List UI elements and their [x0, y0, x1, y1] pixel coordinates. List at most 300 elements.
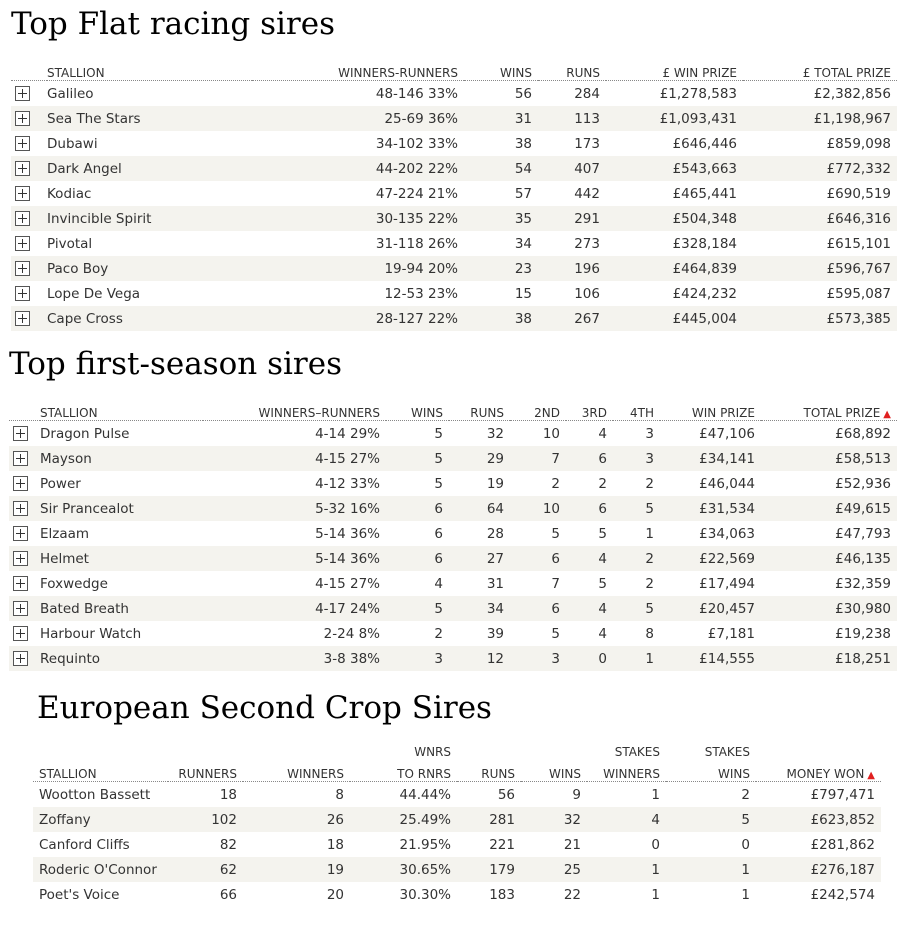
- expand-cell: [11, 206, 47, 231]
- column-header[interactable]: [613, 398, 660, 421]
- table-cell: £32,359: [835, 575, 891, 592]
- table-cell: £68,892: [835, 425, 891, 442]
- table-cell: 6: [434, 525, 443, 542]
- stallion-name: Sir Prancealot: [40, 496, 203, 521]
- table-cell: 19: [243, 857, 350, 882]
- column-header-label: 2ND: [534, 406, 560, 420]
- table-cell: 38: [464, 306, 538, 331]
- table-cell: 291: [538, 206, 606, 231]
- plus-square-icon[interactable]: [13, 576, 28, 591]
- table-cell: £18,251: [761, 646, 897, 671]
- table-cell: 3: [613, 446, 660, 471]
- table-cell: £797,471: [810, 786, 875, 803]
- table-row: [9, 646, 897, 671]
- expand-cell: [9, 646, 40, 671]
- table-cell: 5: [613, 596, 660, 621]
- table-cell: £276,187: [756, 857, 881, 882]
- column-header-top: STAKES: [614, 745, 660, 759]
- table-cell: 25.49%: [350, 807, 457, 832]
- table-cell: 4-12 33%: [315, 475, 380, 492]
- table-cell: 5: [666, 807, 756, 832]
- table-cell: 1: [651, 786, 660, 803]
- stallion-name: Dubawi: [47, 135, 98, 152]
- table-cell: £646,446: [672, 135, 737, 152]
- table-cell: £47,793: [835, 525, 891, 542]
- plus-square-icon[interactable]: [15, 211, 30, 226]
- table-cell: 1: [651, 886, 660, 903]
- table-cell: 273: [574, 235, 600, 252]
- table-cell: £772,332: [743, 156, 897, 181]
- table-cell: 2: [741, 786, 750, 803]
- table-cell: 2: [434, 625, 443, 642]
- table-cell: 5: [434, 475, 443, 492]
- table-cell: 4: [566, 596, 613, 621]
- table-cell: £19,238: [835, 625, 891, 642]
- table-cell: £2,382,856: [813, 85, 891, 102]
- table-cell: 2-24 8%: [323, 625, 380, 642]
- stallion-name: Harbour Watch: [40, 625, 142, 642]
- table-cell: 173: [574, 135, 600, 152]
- table-cell: 12: [449, 646, 510, 671]
- table-cell: 4: [566, 546, 613, 571]
- table-cell: £543,663: [606, 156, 743, 181]
- expand-cell: [9, 446, 40, 471]
- expand-cell: [9, 421, 40, 447]
- table-cell: 6: [566, 496, 613, 521]
- table-cell: 6: [386, 546, 449, 571]
- stallion-name: Invincible Spirit: [47, 206, 252, 231]
- table-cell: 4-15 27%: [203, 446, 386, 471]
- table-cell: £14,555: [660, 646, 761, 671]
- table-cell: 27: [449, 546, 510, 571]
- table-row: [33, 857, 881, 882]
- table-cell: £47,106: [699, 425, 755, 442]
- column-header[interactable]: [666, 759, 756, 782]
- table-row: [9, 621, 897, 646]
- expand-cell: [11, 256, 47, 281]
- column-header-top: [521, 737, 587, 759]
- expand-cell: [11, 181, 47, 206]
- expand-cell: [9, 571, 40, 596]
- plus-square-icon[interactable]: [15, 236, 30, 251]
- table-cell: 3: [645, 425, 654, 442]
- table-cell: 2: [613, 546, 660, 571]
- column-header-label: RUNS: [470, 406, 504, 420]
- stallion-name: Canford Cliffs: [39, 836, 130, 853]
- column-header[interactable]: [464, 58, 538, 81]
- table-cell: 10: [510, 496, 566, 521]
- plus-square-icon[interactable]: [13, 476, 28, 491]
- expand-cell: [9, 546, 40, 571]
- stallion-name: Paco Boy: [47, 256, 252, 281]
- table-cell: 34-102 33%: [375, 135, 458, 152]
- table-cell: 5-14 36%: [315, 525, 380, 542]
- table-cell: 28-127 22%: [252, 306, 464, 331]
- table-cell: 5: [386, 446, 449, 471]
- expand-cell: [11, 281, 47, 306]
- header-row: [9, 398, 897, 421]
- column-header[interactable]: [47, 58, 252, 81]
- table-cell: £328,184: [672, 235, 737, 252]
- column-header-label: WINNERS-RUNNERS: [338, 66, 458, 80]
- stallion-name: Mayson: [40, 446, 203, 471]
- expand-cell: [9, 521, 40, 546]
- column-header-label: £ TOTAL PRIZE: [802, 66, 891, 80]
- column-header[interactable]: [449, 398, 510, 421]
- table-cell: 6: [510, 546, 566, 571]
- table-cell: 57: [514, 185, 532, 202]
- plus-square-icon[interactable]: [13, 501, 28, 516]
- table-cell: 5: [551, 625, 560, 642]
- table-cell: 7: [510, 446, 566, 471]
- table-row: [11, 256, 897, 281]
- table-cell: 18: [326, 836, 344, 853]
- column-header[interactable]: [587, 759, 666, 782]
- table-cell: £646,316: [743, 206, 897, 231]
- table-row: [9, 421, 897, 447]
- table-cell: 102: [168, 807, 243, 832]
- table-row: [11, 231, 897, 256]
- expand-cell: [11, 306, 47, 331]
- column-header[interactable]: [761, 398, 897, 421]
- plus-square-icon[interactable]: [15, 161, 30, 176]
- expand-cell: [11, 106, 47, 131]
- first-season-sires-title: Top first-season sires: [9, 346, 342, 382]
- table-cell: £596,767: [743, 256, 897, 281]
- stallion-name: Dark Angel: [47, 156, 252, 181]
- column-header-top: [457, 737, 521, 759]
- plus-square-icon[interactable]: [15, 286, 30, 301]
- stallion-name: Foxwedge: [40, 575, 108, 592]
- column-header-label: STALLION: [47, 66, 105, 80]
- column-header[interactable]: [243, 759, 350, 782]
- table-cell: £615,101: [826, 235, 891, 252]
- column-header-label: STALLION: [40, 406, 98, 420]
- table-cell: 56: [497, 786, 515, 803]
- table-cell: 18: [219, 786, 237, 803]
- table-row: [9, 571, 897, 596]
- table-cell: £34,141: [660, 446, 761, 471]
- table-cell: £46,044: [699, 475, 755, 492]
- table-cell: £859,098: [826, 135, 891, 152]
- table-row: [11, 106, 897, 131]
- table-cell: 54: [464, 156, 538, 181]
- plus-square-icon[interactable]: [15, 186, 30, 201]
- column-header-label: 4TH: [630, 406, 654, 420]
- expand-header: [9, 398, 40, 421]
- table-row: [33, 882, 881, 907]
- table-cell: 8: [335, 786, 344, 803]
- table-cell: £595,087: [826, 285, 891, 302]
- table-cell: 32: [521, 807, 587, 832]
- table-cell: £52,936: [835, 475, 891, 492]
- table-row: [11, 281, 897, 306]
- column-header-label: 3RD: [581, 406, 607, 420]
- table-row: [11, 131, 897, 156]
- table-cell: £7,181: [707, 625, 755, 642]
- column-header-top: [33, 737, 168, 759]
- table-cell: 19-94 20%: [252, 256, 464, 281]
- table-row: [9, 596, 897, 621]
- table-cell: 5-14 36%: [203, 546, 386, 571]
- table-cell: 34: [514, 235, 532, 252]
- stallion-name: Cape Cross: [47, 306, 252, 331]
- table-cell: 5-32 16%: [203, 496, 386, 521]
- table-cell: £17,494: [699, 575, 755, 592]
- stallion-name: Poet's Voice: [39, 886, 120, 903]
- table-cell: £573,385: [743, 306, 897, 331]
- plus-square-icon[interactable]: [13, 626, 28, 641]
- plus-square-icon[interactable]: [13, 426, 28, 441]
- column-header-label: £ WIN PRIZE: [662, 66, 737, 80]
- table-row: [9, 471, 897, 496]
- stallion-name: Wootton Bassett: [39, 786, 151, 803]
- table-cell: 22: [563, 886, 581, 903]
- header-row: [33, 759, 881, 782]
- table-cell: 28: [486, 525, 504, 542]
- table-row: [11, 181, 897, 206]
- table-cell: 2: [598, 475, 607, 492]
- expand-cell: [9, 496, 40, 521]
- column-header[interactable]: [606, 58, 743, 81]
- sort-up-arrow-icon: ▲: [867, 770, 875, 781]
- table-row: [9, 496, 897, 521]
- table-cell: 5: [598, 575, 607, 592]
- table-cell: 7: [551, 575, 560, 592]
- table-cell: 4: [598, 625, 607, 642]
- expand-cell: [11, 156, 47, 181]
- table-cell: 29: [449, 446, 510, 471]
- column-header-label: WINNERS: [287, 767, 344, 781]
- table-cell: 66: [219, 886, 237, 903]
- table-cell: £34,063: [699, 525, 755, 542]
- column-header[interactable]: [660, 398, 761, 421]
- table-cell: 0: [651, 836, 660, 853]
- table-row: [9, 546, 897, 571]
- stallion-name: Pivotal: [47, 235, 93, 252]
- table-cell: £20,457: [660, 596, 761, 621]
- column-header[interactable]: [510, 398, 566, 421]
- table-row: [11, 206, 897, 231]
- table-cell: £242,574: [810, 886, 875, 903]
- table-cell: 30-135 22%: [252, 206, 464, 231]
- column-header[interactable]: [386, 398, 449, 421]
- table-cell: 6: [566, 446, 613, 471]
- table-cell: 2: [551, 475, 560, 492]
- header-row-top: [33, 737, 881, 759]
- stallion-name: Zoffany: [33, 807, 168, 832]
- table-cell: 9: [572, 786, 581, 803]
- table-cell: 64: [449, 496, 510, 521]
- column-header[interactable]: [40, 398, 203, 421]
- table-cell: £22,569: [660, 546, 761, 571]
- table-cell: 4: [587, 807, 666, 832]
- flat-sires-table: [11, 58, 897, 331]
- header-row: [11, 58, 897, 81]
- table-cell: 5: [434, 425, 443, 442]
- column-header-top: [756, 737, 881, 759]
- stallion-name: Helmet: [40, 546, 203, 571]
- table-cell: £464,839: [606, 256, 743, 281]
- table-cell: 23: [464, 256, 538, 281]
- stallion-name: Power: [40, 475, 81, 492]
- table-cell: 113: [538, 106, 606, 131]
- table-cell: 2: [645, 475, 654, 492]
- expand-cell: [9, 621, 40, 646]
- column-header-label: WINS: [500, 66, 532, 80]
- table-cell: £623,852: [756, 807, 881, 832]
- first-season-sires-table: [9, 398, 897, 671]
- table-cell: 35: [464, 206, 538, 231]
- column-header[interactable]: [457, 759, 521, 782]
- column-header-label: WINS: [549, 767, 581, 781]
- table-cell: £445,004: [606, 306, 743, 331]
- table-cell: 4: [434, 575, 443, 592]
- table-cell: £46,135: [761, 546, 897, 571]
- table-cell: 6: [510, 596, 566, 621]
- table-row: [33, 832, 881, 857]
- column-header-label: RUNS: [481, 767, 515, 781]
- column-header[interactable]: [168, 759, 243, 782]
- second-crop-sires-title: European Second Crop Sires: [37, 690, 492, 726]
- table-cell: 1: [587, 857, 666, 882]
- table-cell: £1,198,967: [743, 106, 897, 131]
- table-cell: 8: [645, 625, 654, 642]
- table-cell: 5: [598, 525, 607, 542]
- table-cell: £1,093,431: [606, 106, 743, 131]
- table-cell: 284: [574, 85, 600, 102]
- column-header[interactable]: [350, 759, 457, 782]
- table-cell: 267: [538, 306, 606, 331]
- column-header[interactable]: [203, 398, 386, 421]
- table-cell: 20: [326, 886, 344, 903]
- table-cell: 39: [486, 625, 504, 642]
- table-cell: 4-17 24%: [203, 596, 386, 621]
- table-cell: 3: [386, 646, 449, 671]
- table-cell: 44-202 22%: [252, 156, 464, 181]
- table-cell: 5: [551, 525, 560, 542]
- table-row: [9, 446, 897, 471]
- table-cell: 10: [542, 425, 560, 442]
- table-cell: 31-118 26%: [375, 235, 458, 252]
- stallion-name: Kodiac: [47, 185, 92, 202]
- column-header-top: STAKES: [704, 745, 750, 759]
- table-cell: 0: [566, 646, 613, 671]
- table-cell: 19: [486, 475, 504, 492]
- table-cell: 3-8 38%: [203, 646, 386, 671]
- table-cell: 38: [514, 135, 532, 152]
- column-header[interactable]: [538, 58, 606, 81]
- column-header-label: WINS: [411, 406, 443, 420]
- stallion-name: Galileo: [47, 85, 94, 102]
- column-header[interactable]: [521, 759, 587, 782]
- plus-square-icon[interactable]: [15, 311, 30, 326]
- table-cell: 21.95%: [399, 836, 451, 853]
- column-header-label: WINNERS: [603, 767, 660, 781]
- column-header[interactable]: [566, 398, 613, 421]
- column-header[interactable]: [33, 759, 168, 782]
- column-header[interactable]: [756, 759, 881, 782]
- stallion-name: Dragon Pulse: [40, 425, 130, 442]
- second-crop-sires-table: [33, 737, 881, 907]
- table-cell: 281: [457, 807, 521, 832]
- expand-cell: [11, 81, 47, 107]
- table-cell: 179: [457, 857, 521, 882]
- table-cell: £58,513: [761, 446, 897, 471]
- plus-square-icon[interactable]: [13, 651, 28, 666]
- expand-cell: [11, 131, 47, 156]
- plus-square-icon[interactable]: [15, 86, 30, 101]
- column-header-top: [243, 737, 350, 759]
- stallion-name: Roderic O'Connor: [33, 857, 168, 882]
- plus-square-icon[interactable]: [13, 451, 28, 466]
- table-cell: 44.44%: [399, 786, 451, 803]
- column-header-label: WINS: [718, 767, 750, 781]
- plus-square-icon[interactable]: [15, 136, 30, 151]
- table-cell: 4-14 29%: [315, 425, 380, 442]
- table-cell: 5: [386, 596, 449, 621]
- table-cell: 1: [741, 886, 750, 903]
- column-header-top: [168, 737, 243, 759]
- table-cell: 25-69 36%: [252, 106, 464, 131]
- table-row: [11, 156, 897, 181]
- plus-square-icon[interactable]: [15, 111, 30, 126]
- stallion-name: Sea The Stars: [47, 106, 252, 131]
- table-cell: 4-15 27%: [315, 575, 380, 592]
- column-header-label: RUNNERS: [178, 767, 237, 781]
- table-cell: £49,615: [761, 496, 897, 521]
- table-cell: 442: [574, 185, 600, 202]
- column-header[interactable]: [743, 58, 897, 81]
- table-cell: 21: [563, 836, 581, 853]
- table-cell: 31: [464, 106, 538, 131]
- table-cell: £465,441: [672, 185, 737, 202]
- column-header-label: WIN PRIZE: [691, 406, 755, 420]
- plus-square-icon[interactable]: [13, 601, 28, 616]
- table-cell: 12-53 23%: [384, 285, 458, 302]
- plus-square-icon[interactable]: [13, 551, 28, 566]
- table-cell: 2: [645, 575, 654, 592]
- table-cell: 1: [666, 857, 756, 882]
- table-cell: 48-146 33%: [375, 85, 458, 102]
- table-cell: 30.30%: [399, 886, 451, 903]
- table-row: [11, 306, 897, 331]
- table-cell: 183: [489, 886, 515, 903]
- stallion-name: Lope De Vega: [47, 285, 141, 302]
- table-cell: 62: [168, 857, 243, 882]
- plus-square-icon[interactable]: [13, 526, 28, 541]
- table-cell: 32: [486, 425, 504, 442]
- flat-sires-title: Top Flat racing sires: [11, 6, 335, 42]
- table-cell: 3: [510, 646, 566, 671]
- table-row: [11, 81, 897, 107]
- plus-square-icon[interactable]: [15, 261, 30, 276]
- table-cell: £281,862: [810, 836, 875, 853]
- table-cell: 196: [538, 256, 606, 281]
- expand-cell: [9, 596, 40, 621]
- expand-cell: [9, 471, 40, 496]
- column-header-top: WNRS: [414, 745, 451, 759]
- stallion-name: Elzaam: [40, 525, 90, 542]
- table-cell: 407: [538, 156, 606, 181]
- table-row: [9, 521, 897, 546]
- table-cell: £31,534: [660, 496, 761, 521]
- stallion-name: Requinto: [40, 646, 203, 671]
- table-cell: £1,278,583: [659, 85, 737, 102]
- column-header[interactable]: [252, 58, 464, 81]
- table-cell: 30.65%: [350, 857, 457, 882]
- table-cell: £424,232: [672, 285, 737, 302]
